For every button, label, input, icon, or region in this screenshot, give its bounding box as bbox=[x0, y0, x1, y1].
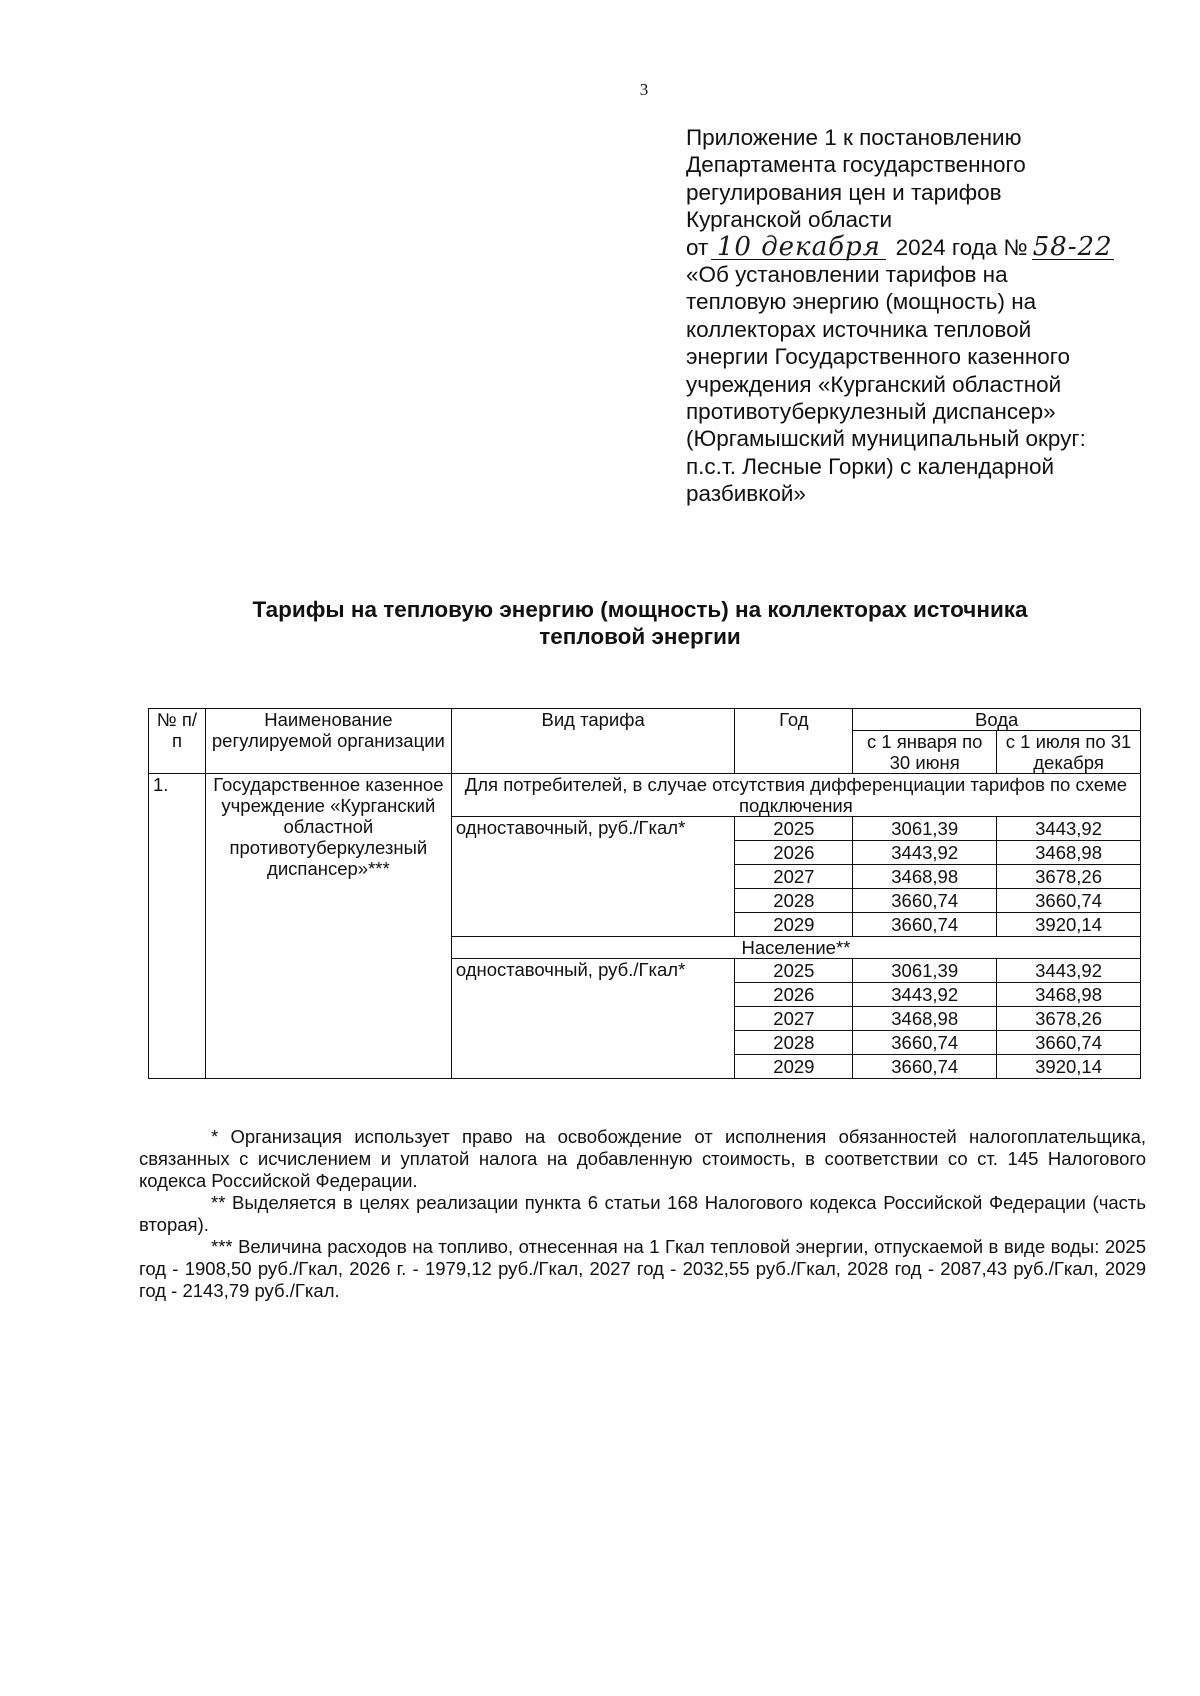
period-1-value: 3468,98 bbox=[853, 1007, 997, 1031]
year-cell: 2025 bbox=[735, 817, 853, 841]
header-period-1: с 1 января по 30 июня bbox=[853, 731, 997, 774]
year-cell: 2025 bbox=[735, 959, 853, 983]
period-2-value: 3443,92 bbox=[997, 959, 1141, 983]
handwritten-date-text: 10 декабря bbox=[716, 231, 881, 262]
row-number: 1. bbox=[149, 774, 206, 1079]
header-year: Год bbox=[735, 709, 853, 774]
period-1-value: 3061,39 bbox=[853, 959, 997, 983]
document-title bbox=[140, 596, 1140, 650]
period-2-value: 3920,14 bbox=[997, 913, 1141, 937]
appendix-line: Курганской области bbox=[686, 207, 893, 233]
tariff-type-cell: одноставочный, руб./Гкал* bbox=[451, 959, 735, 1079]
handwritten-date bbox=[711, 231, 886, 262]
footnotes bbox=[139, 1126, 1146, 1302]
appendix-title-line: (Юргамышский муниципальный округ: bbox=[686, 426, 1086, 452]
year-cell: 2027 bbox=[735, 1007, 853, 1031]
section-title-row bbox=[149, 774, 1141, 817]
organization-name: Государственное казенное учреждение «Курганский областной противотуберкулезный диспансер»*** bbox=[205, 774, 451, 1079]
appendix-title-line: коллекторах источника тепловой bbox=[686, 316, 1032, 342]
period-1-value: 3443,92 bbox=[853, 841, 997, 865]
appendix-line: Департамента государственного bbox=[686, 152, 1026, 178]
period-2-value: 3678,26 bbox=[997, 865, 1141, 889]
period-2-value: 3920,14 bbox=[997, 1055, 1141, 1079]
appendix-title-line: энергии Государственного казенного bbox=[686, 344, 1071, 370]
appendix-title-line: тепловую энергию (мощность) на bbox=[686, 289, 1037, 315]
footnote: * Организация использует право на освобождение от исполнения обязанностей налогоплательщика, связанных с исчислением и уплатой налога на добавленную стоимость, в соответствии со ст. 145 Налогового кодекса Российской Федерации. bbox=[139, 1126, 1146, 1191]
year-cell: 2028 bbox=[735, 1031, 853, 1055]
year-cell: 2027 bbox=[735, 865, 853, 889]
appendix-title-line: п.с.т. Лесные Горки) с календарной bbox=[686, 453, 1055, 479]
handwritten-number bbox=[1032, 231, 1114, 262]
appendix-line: регулирования цен и тарифов bbox=[686, 179, 1002, 205]
document-title-line: Тарифы на тепловую энергию (мощность) на коллекторах источника bbox=[252, 597, 1028, 622]
period-2-value: 3468,98 bbox=[997, 841, 1141, 865]
period-1-value: 3443,92 bbox=[853, 983, 997, 1007]
period-2-value: 3443,92 bbox=[997, 817, 1141, 841]
section-title: Население** bbox=[451, 937, 1140, 959]
period-1-value: 3660,74 bbox=[853, 913, 997, 937]
header-org: Наименование регулируемой организации bbox=[205, 709, 451, 774]
appendix-title-line: разбивкой» bbox=[686, 481, 806, 507]
footnote: ** Выделяется в целях реализации пункта 6 статьи 168 Налогового кодекса Российской Федерации (часть вторая). bbox=[139, 1192, 1146, 1235]
period-1-value: 3660,74 bbox=[853, 1031, 997, 1055]
period-1-value: 3468,98 bbox=[853, 865, 997, 889]
tariff-type-cell: одноставочный, руб./Гкал* bbox=[451, 817, 735, 937]
year-cell: 2026 bbox=[735, 983, 853, 1007]
appendix-line: Приложение 1 к постановлению bbox=[686, 125, 1022, 150]
header-water: Вода bbox=[853, 709, 1141, 731]
appendix-title-line: учреждения «Курганский областной bbox=[686, 371, 1062, 397]
appendix-block bbox=[686, 124, 1156, 508]
header-num: № п/п bbox=[149, 709, 206, 774]
appendix-date-line bbox=[686, 231, 1156, 262]
appendix-title-line: «Об установлении тарифов на bbox=[686, 262, 1008, 288]
period-2-value: 3660,74 bbox=[997, 889, 1141, 913]
tariff-table bbox=[148, 708, 1141, 1079]
year-cell: 2026 bbox=[735, 841, 853, 865]
period-1-value: 3660,74 bbox=[853, 889, 997, 913]
period-1-value: 3660,74 bbox=[853, 1055, 997, 1079]
handwritten-number-text: 58-22 bbox=[1032, 231, 1113, 262]
date-prefix: от bbox=[686, 234, 709, 260]
appendix-title-line: противотуберкулезный диспансер» bbox=[686, 399, 1056, 425]
year-text: 2024 года № bbox=[895, 234, 1028, 260]
table-header-row bbox=[149, 709, 1141, 731]
period-2-value: 3678,26 bbox=[997, 1007, 1141, 1031]
year-cell: 2029 bbox=[735, 1055, 853, 1079]
year-cell: 2028 bbox=[735, 889, 853, 913]
section-title: Для потребителей, в случае отсутствия дифференциации тарифов по схеме подключения bbox=[451, 774, 1140, 817]
period-2-value: 3468,98 bbox=[997, 983, 1141, 1007]
year-cell: 2029 bbox=[735, 913, 853, 937]
page-number: 3 bbox=[639, 80, 649, 99]
period-1-value: 3061,39 bbox=[853, 817, 997, 841]
period-2-value: 3660,74 bbox=[997, 1031, 1141, 1055]
footnote: *** Величина расходов на топливо, отнесенная на 1 Гкал тепловой энергии, отпускаемой в виде воды: 2025 год - 1908,50 руб./Гкал, 2026 г. - 1979,12 руб./Гкал, 2027 год - 2032,55 руб./Гкал, 2028 год - 2087,43 руб./Гкал, 2029 год - 2143,79 руб./Гкал. bbox=[139, 1236, 1146, 1301]
document-title-line: тепловой энергии bbox=[539, 624, 741, 649]
header-period-2: с 1 июля по 31 декабря bbox=[997, 731, 1141, 774]
header-tariff-type: Вид тарифа bbox=[451, 709, 735, 774]
